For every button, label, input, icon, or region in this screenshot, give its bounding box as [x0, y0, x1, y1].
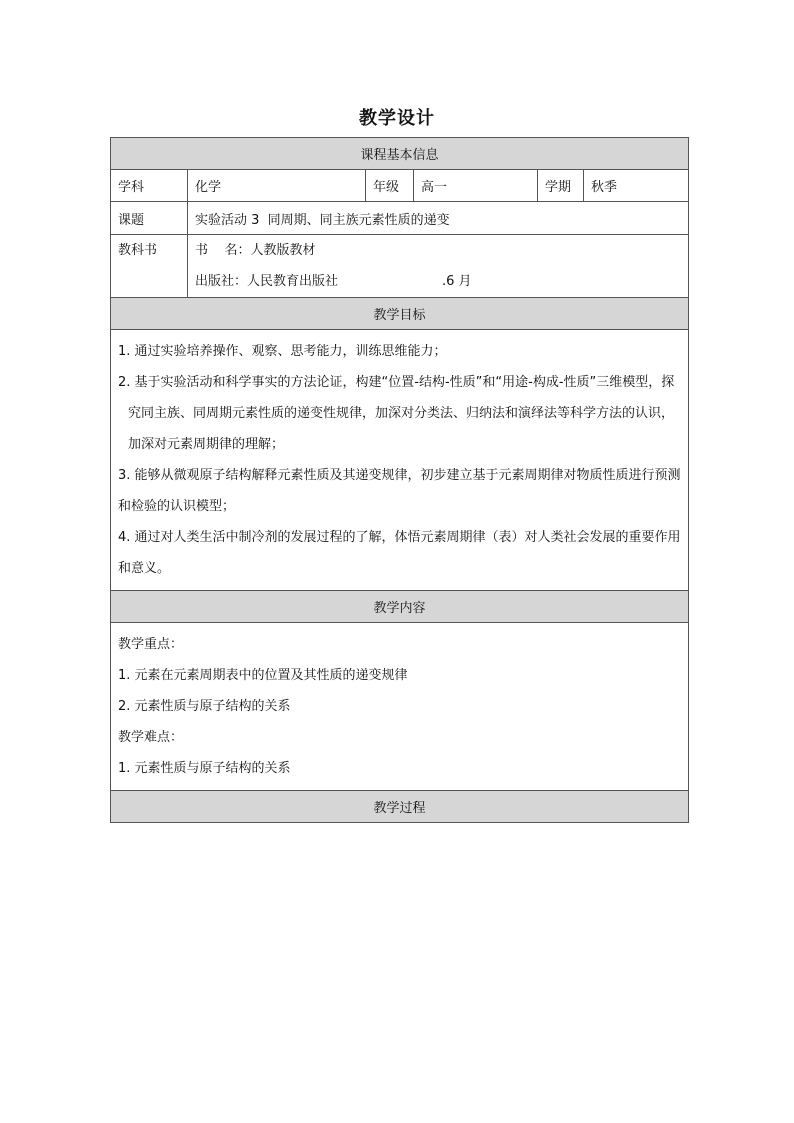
subject-grade-term-row [111, 170, 689, 202]
objectives-cell [111, 330, 689, 591]
book-name: 书 名：人教版教材 [195, 243, 316, 258]
subject-label: 学科 [111, 170, 188, 202]
objective-item: 1. 通过实验培养操作、观察、思考能力，训练思维能力； [118, 344, 447, 359]
grade-label: 年级 [366, 170, 414, 202]
course-value: 实验活动 3 同周期、同主族元素性质的递变 [188, 202, 689, 235]
objective-item: 2. 基于实验活动和科学事实的方法论证，构建“位置-结构-性质”和“用途-构成-性质”三维模型，探究同主族、同周期元素性质的递变性规律，加深对分类法、归纳法和演绎法等科学方法的认识，加深对元素周期律的理解； [118, 375, 675, 452]
process-header-row [111, 791, 689, 823]
textbook-label-cell [111, 235, 188, 298]
objective-item: 3. 能够从微观原子结构解释元素性质及其递变规律，初步建立基于元素周期律对物质性质进行预测和检验的认识模型； [118, 468, 681, 514]
objectives-row [111, 330, 689, 591]
difficult-points-label: 教学难点： [118, 730, 184, 745]
key-point-item: 1. 元素在元素周期表中的位置及其性质的递变规律 [118, 668, 408, 683]
term-value: 秋季 [584, 170, 689, 202]
objectives-header-row [111, 298, 689, 330]
publish-date: .6 月 [442, 274, 472, 289]
textbook-value-cell [188, 235, 689, 298]
course-label: 课题 [111, 202, 188, 235]
publisher: 出版社：人民教育出版社 [195, 274, 339, 289]
content-row [111, 623, 689, 791]
grade-value: 高一 [414, 170, 538, 202]
publisher-line [195, 266, 681, 297]
objective-item: 4. 通过对人类生活中制冷剂的发展过程的了解，体悟元素周期律（表）对人类社会发展的重要作用和意义。 [118, 530, 681, 576]
subject-value: 化学 [188, 170, 366, 202]
textbook-row [111, 235, 689, 298]
key-points-label: 教学重点： [118, 637, 184, 652]
basic-info-header: 课程基本信息 [111, 138, 689, 170]
term-label: 学期 [538, 170, 584, 202]
basic-info-header-row [111, 138, 689, 170]
key-point-item: 2. 元素性质与原子结构的关系 [118, 699, 291, 714]
process-header: 教学过程 [111, 791, 689, 823]
course-row [111, 202, 689, 235]
objectives-header: 教学目标 [111, 298, 689, 330]
content-header-row [111, 591, 689, 623]
content-cell [111, 623, 689, 791]
lesson-plan-table [110, 137, 689, 823]
document-title: 教学设计 [359, 108, 435, 129]
difficult-point-item: 1. 元素性质与原子结构的关系 [118, 761, 291, 776]
textbook-label: 教科书 [118, 243, 158, 258]
content-header: 教学内容 [111, 591, 689, 623]
